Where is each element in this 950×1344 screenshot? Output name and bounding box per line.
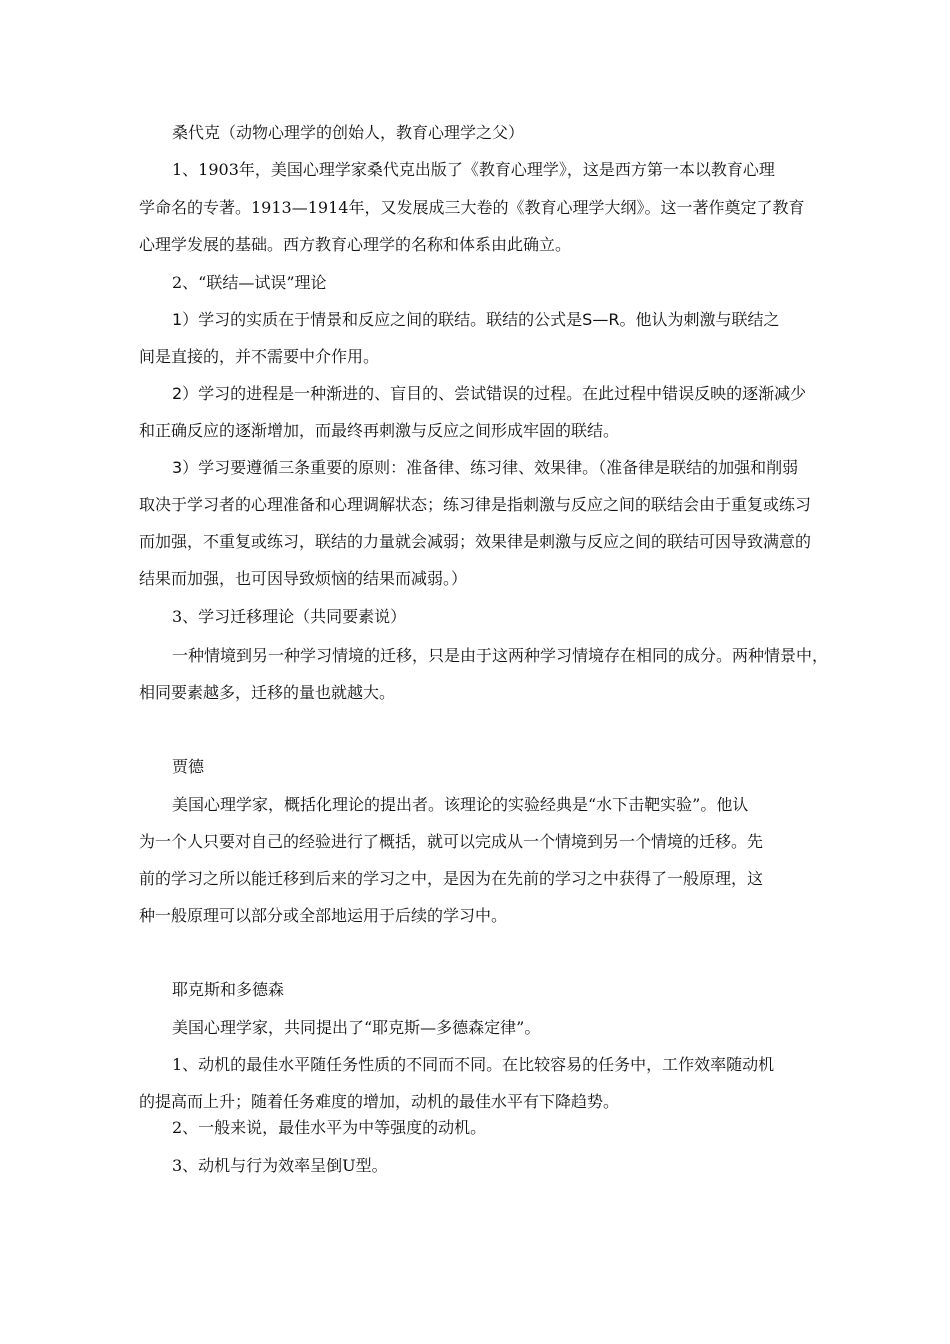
paragraph-line: 2、一般来说，最佳水平为中等强度的动机。 bbox=[172, 1118, 487, 1137]
paragraph-line: 美国心理学家，共同提出了“耶克斯—多德森定律”。 bbox=[172, 1018, 541, 1037]
paragraph-line: 3、动机与行为效率呈倒U型。 bbox=[172, 1156, 388, 1175]
paragraph-line: 美国心理学家，概括化理论的提出者。该理论的实验经典是“水下击靶实验”。他认 bbox=[172, 795, 749, 814]
section-heading-judd: 贾德 bbox=[172, 757, 205, 776]
paragraph-line: 3、学习迁移理论（共同要素说） bbox=[172, 607, 407, 626]
paragraph-line: 学命名的专著。1913—1914年，又发展成三大卷的《教育心理学大纲》。这一著作奠定了教育 bbox=[139, 198, 805, 217]
paragraph-line: 1）学习的实质在于情景和反应之间的联结。联结的公式是S—R。他认为刺激与联结之 bbox=[172, 310, 780, 329]
paragraph-line: 相同要素越多，迁移的量也就越大。 bbox=[139, 683, 396, 702]
paragraph-line: 3）学习要遵循三条重要的原则：准备律、练习律、效果律。（准备律是联结的加强和削弱 bbox=[172, 458, 799, 477]
paragraph-line: 而加强，不重复或练习，联结的力量就会减弱；效果律是刺激与反应之间的联结可因导致满意的 bbox=[139, 532, 812, 551]
section-heading-thorndike: 桑代克（动物心理学的创始人，教育心理学之父） bbox=[172, 123, 525, 142]
paragraph-line: 的提高而上升；随着任务难度的增加，动机的最佳水平有下降趋势。 bbox=[139, 1092, 620, 1111]
paragraph-line: 间是直接的，并不需要中介作用。 bbox=[139, 347, 380, 366]
paragraph-line: 心理学发展的基础。西方教育心理学的名称和体系由此确立。 bbox=[139, 235, 572, 254]
paragraph-line: 1、1903年，美国心理学家桑代克出版了《教育心理学》，这是西方第一本以教育心理 bbox=[172, 160, 775, 179]
section-heading-yerkes-dodson: 耶克斯和多德森 bbox=[172, 980, 285, 999]
paragraph-line: 和正确反应的逐渐增加，而最终再刺激与反应之间形成牢固的联结。 bbox=[139, 421, 620, 440]
paragraph-line: 2）学习的进程是一种渐进的、盲目的、尝试错误的过程。在此过程中错误反映的逐渐减少 bbox=[172, 384, 807, 403]
paragraph-line: 种一般原理可以部分或全部地运用于后续的学习中。 bbox=[139, 906, 508, 925]
paragraph-line: 前的学习之所以能迁移到后来的学习之中，是因为在先前的学习之中获得了一般原理，这 bbox=[139, 869, 764, 888]
paragraph-line: 2、“联结—试误”理论 bbox=[172, 273, 327, 292]
paragraph-line: 为一个人只要对自己的经验进行了概括，就可以完成从一个情境到另一个情境的迁移。先 bbox=[139, 832, 764, 851]
paragraph-line: 结果而加强，也可因导致烦恼的结果而减弱。） bbox=[139, 569, 468, 588]
paragraph-line: 1、动机的最佳水平随任务性质的不同而不同。在比较容易的任务中，工作效率随动机 bbox=[172, 1055, 775, 1074]
paragraph-line: 取决于学习者的心理准备和心理调解状态；练习律是指刺激与反应之间的联结会由于重复或练习 bbox=[139, 495, 812, 514]
paragraph-line: 一种情境到另一种学习情境的迁移，只是由于这两种学习情境存在相同的成分。两种情景中， bbox=[172, 646, 829, 665]
